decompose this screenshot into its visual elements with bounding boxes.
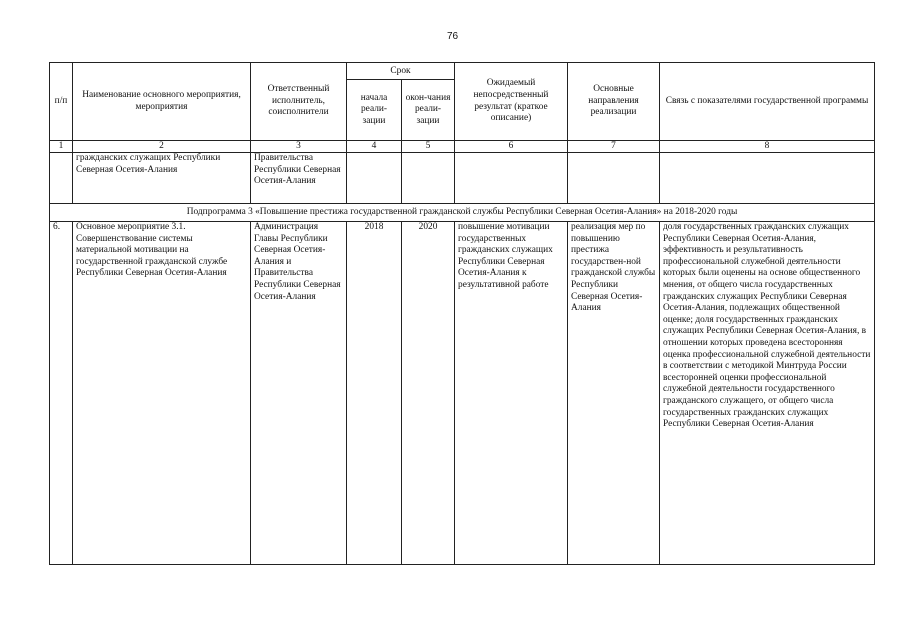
header-num: п/п <box>50 63 73 141</box>
header-directions: Основные направления реализации <box>568 63 660 141</box>
header-start: начала реали-зации <box>347 80 402 141</box>
continuation-row <box>50 153 875 204</box>
row-executor: Администрация Главы Республики Северная Осетия-Алания и Правительства Республики Северная Осетия-Алания <box>251 222 347 565</box>
row-end: 2020 <box>402 222 455 565</box>
cont-directions <box>568 153 660 204</box>
header-end: окон-чания реали-зации <box>402 80 455 141</box>
header-term: Срок <box>347 63 455 80</box>
row-num: 6. <box>50 222 73 565</box>
row-name: Основное мероприятие 3.1. Совершенствование системы материальной мотивации на государственной гражданской службе Республики Северная Осетия-Алания <box>73 222 251 565</box>
row-link: доля государственных гражданских служащих Республики Северная Осетия-Алания, эффективность и результативность профессиональной служебной деятельности которых были оценены на основе общественного мнения, от общего числа государственных гражданских служащих Республики Северная Осетия-Алания, подлежащих общественной оценке; доля государственных гражданских служащих Республики Северная Осетия-Алания, в отношении которых проведена всесторонняя оценка профессиональной служебной деятельности в соответствии с методикой Минтруда России всесторонней оценки профессиональной служебной деятельности государственного гражданского служащего, от общего числа государственных гражданских служащих Республики Северная Осетия-Алания <box>660 222 875 565</box>
header-row <box>50 63 875 80</box>
header-result: Ожидаемый непосредственный результат (краткое описание) <box>455 63 568 141</box>
row-start: 2018 <box>347 222 402 565</box>
column-number: 6 <box>455 141 568 153</box>
subprogram-title: Подпрограмма 3 «Повышение престижа государственной гражданской службы Республики Северная Осетия-Алания» на 2018-2020 годы <box>50 204 875 222</box>
table-row <box>50 222 875 565</box>
column-number: 7 <box>568 141 660 153</box>
row-directions: реализация мер по повышению престижа государствен-ной гражданской службы Республики Северная Осетия-Алания <box>568 222 660 565</box>
program-table <box>49 62 875 565</box>
cont-link <box>660 153 875 204</box>
column-number: 3 <box>251 141 347 153</box>
cont-name: гражданских служащих Республики Северная Осетия-Алания <box>73 153 251 204</box>
cont-num <box>50 153 73 204</box>
column-number: 4 <box>347 141 402 153</box>
cont-result <box>455 153 568 204</box>
column-number: 8 <box>660 141 875 153</box>
column-number: 5 <box>402 141 455 153</box>
header-name: Наименование основного мероприятия, мероприятия <box>73 63 251 141</box>
header-executor: Ответственный исполнитель, соисполнители <box>251 63 347 141</box>
cont-end <box>402 153 455 204</box>
row-result: повышение мотивации государственных гражданских служащих Республики Северная Осетия-Алания к результативной работе <box>455 222 568 565</box>
subprogram-row <box>50 204 875 222</box>
column-number: 2 <box>73 141 251 153</box>
column-numbers-row <box>50 141 875 153</box>
header-link: Связь с показателями государственной программы <box>660 63 875 141</box>
page-number: 76 <box>446 31 459 42</box>
cont-executor: Правительства Республики Северная Осетия-Алания <box>251 153 347 204</box>
column-number: 1 <box>50 141 73 153</box>
cont-start <box>347 153 402 204</box>
